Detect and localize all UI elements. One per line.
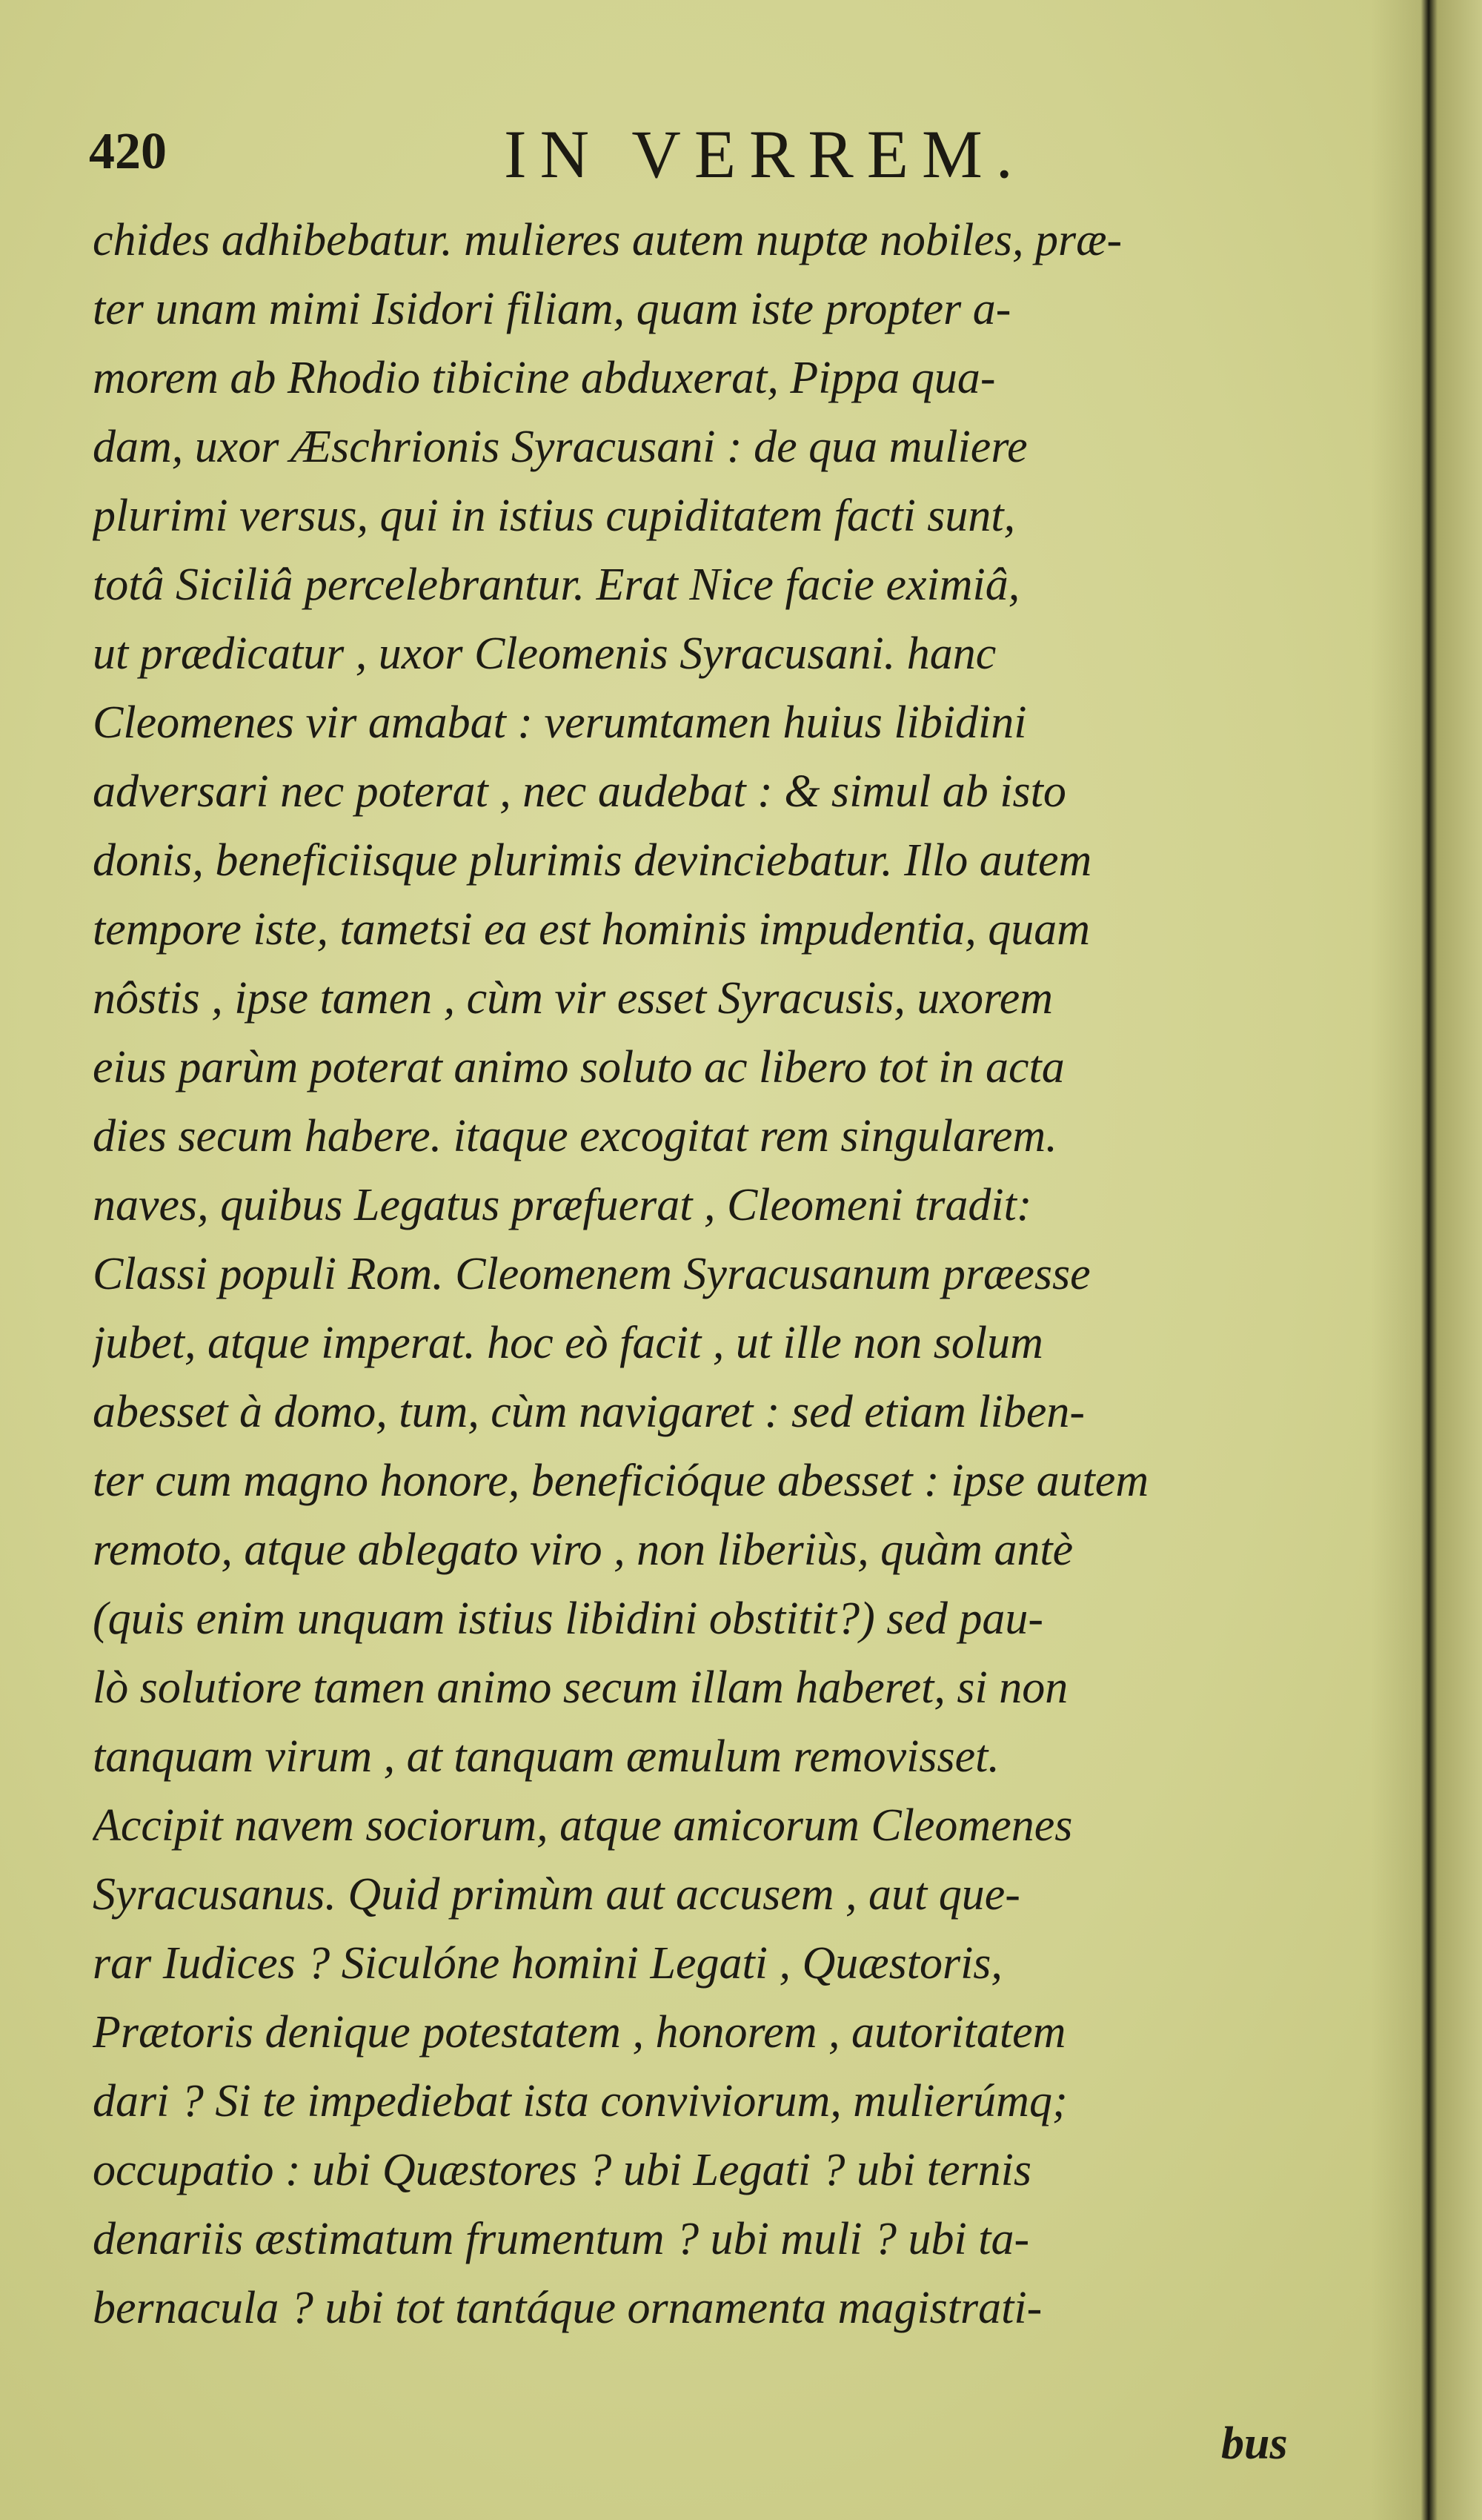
text-line: Classi populi Rom. Cleomenem Syracusanum præesse [93, 1249, 1091, 1299]
text-line: jubet, atque imperat. hoc eò facit , ut ille non solum [93, 1318, 1043, 1368]
text-line: dies secum habere. itaque excogitat rem singularem. [93, 1111, 1057, 1161]
text-line: totâ Siciliâ percelebrantur. Erat Nice facie eximiâ, [93, 560, 1020, 610]
text-line: dam, uxor Æschrionis Syracusani : de qua muliere [93, 422, 1028, 472]
text-line: ter unam mimi Isidori filiam, quam iste propter a- [93, 284, 1011, 334]
text-line: occupatio : ubi Quæstores ? ubi Legati ? ubi ternis [93, 2145, 1031, 2195]
text-line: remoto, atque ablegato viro , non liberiùs, quàm antè [93, 1525, 1074, 1575]
text-line: chides adhibebatur. mulieres autem nuptæ nobiles, præ- [93, 215, 1123, 265]
text-line: Syracusanus. Quid primùm aut accusem , aut que- [93, 1869, 1020, 1920]
text-line: plurimi versus, qui in istius cupiditatem facti sunt, [93, 491, 1016, 541]
body-text [93, 206, 1378, 2343]
text-line: Prætoris denique potestatem , honorem , autoritatem [93, 2007, 1066, 2058]
text-line: tanquam virum , at tanquam æmulum removisset. [93, 1731, 1000, 1782]
text-line: bernacula ? ubi tot tantáque ornamenta magistrati- [93, 2283, 1043, 2333]
text-line: naves, quibus Legatus præfuerat , Cleomeni tradit: [93, 1180, 1032, 1230]
text-line: rar Iudices ? Siculóne homini Legati , Quæstoris, [93, 1938, 1003, 1989]
text-line: dari ? Si te impediebat ista conviviorum, mulierúmq; [93, 2076, 1068, 2126]
text-line: donis, beneficiisque plurimis devinciebatur. Illo autem [93, 835, 1092, 886]
text-line: tempore iste, tametsi ea est hominis impudentia, quam [93, 904, 1091, 955]
binding-edge [1371, 0, 1482, 2520]
running-head [89, 115, 1363, 196]
text-line: ter cum magno honore, beneficióque abesset : ipse autem [93, 1456, 1149, 1506]
catchword: bus [1221, 2418, 1288, 2469]
text-line: abesset à domo, tum, cùm navigaret : sed etiam liben- [93, 1387, 1086, 1437]
running-title: IN VERREM. [504, 116, 1026, 192]
text-line: nôstis , ipse tamen , cùm vir esset Syracusis, uxorem [93, 973, 1054, 1024]
text-line: denariis æstimatum frumentum ? ubi muli ? ubi ta- [93, 2214, 1030, 2264]
text-line: Cleomenes vir amabat : verumtamen huius libidini [93, 697, 1027, 748]
text-line: ut prædicatur , uxor Cleomenis Syracusani. hanc [93, 629, 997, 679]
text-line: (quis enim unquam istius libidini obstitit?) sed pau- [93, 1594, 1044, 1644]
text-line: Accipit navem sociorum, atque amicorum Cleomenes [93, 1800, 1073, 1851]
text-line: adversari nec poterat , nec audebat : & simul ab isto [93, 766, 1066, 817]
page-number: 420 [89, 123, 167, 180]
text-line: morem ab Rhodio tibicine abduxerat, Pippa qua- [93, 353, 996, 403]
text-line: lò solutiore tamen animo secum illam haberet, si non [93, 1662, 1069, 1713]
text-line: eius parùm poterat animo soluto ac libero tot in acta [93, 1042, 1065, 1092]
